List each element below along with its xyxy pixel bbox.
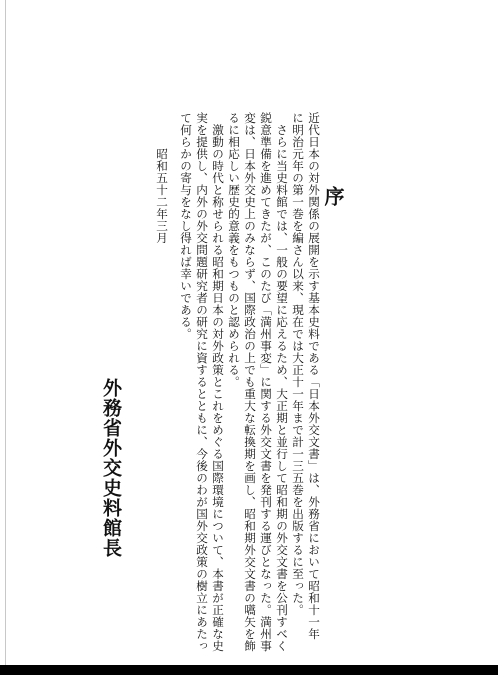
body-line-5: 変は、日本外交史上のみならず、国際政治の上でも重大な転換期を画し、昭和期外交文書の嚆矢を飾: [243, 112, 257, 652]
preface-date: 昭和五十二年三月: [155, 148, 169, 244]
preface-signature: 外務省外交史料館長: [100, 378, 122, 558]
body-line-2: に明治元年の第一巻を編さん以来、現在では大正十一年まで計一三五巻を出版するに至った。: [291, 112, 305, 616]
body-line-3: さらに当史料館では、一般の要望に応えるため、大正期と並行して昭和期の外交文書を公刊すべく: [275, 124, 289, 652]
body-line-6: るに相応しい歴史的意義をもつものと認められる。: [227, 112, 241, 388]
body-line-9: て何らかの寄与をなし得れば幸いである。: [179, 112, 193, 340]
body-line-8: 実を提供し、内外の外交問題研究者の研究に資するとともに、今後のわが国外交政策の樹立にあたっ: [195, 112, 209, 652]
body-line-7: 激動の時代と称せられる昭和期日本の対外政策とこれをめぐる国際環境について、本書が正確な史: [211, 124, 225, 652]
preface-body: [154, 112, 322, 652]
bottom-border-bar: [0, 665, 498, 675]
body-line-1: 近代日本の対外関係の展開を示す基本史料である「日本外交文書」は、外務省において昭和十一年: [307, 112, 321, 640]
body-line-4: 鋭意準備を進めてきたが、このたび「満州事変」に関する外交文書を発刊する運びとなった。満州事: [259, 112, 273, 652]
preface-title: 序: [321, 186, 345, 206]
page-gutter-line: [5, 0, 6, 665]
